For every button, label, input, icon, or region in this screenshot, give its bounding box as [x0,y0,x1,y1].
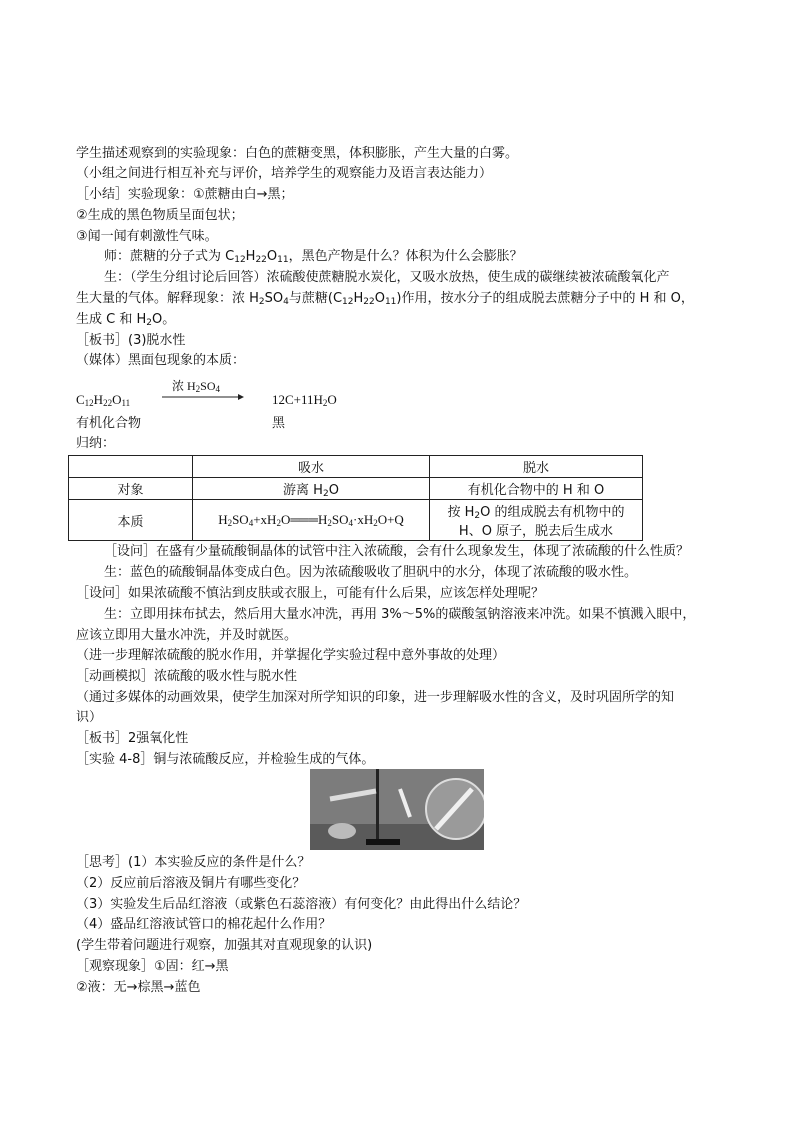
text-line: （4）盛品红溶液试管口的棉花起什么作用？ [76,917,332,932]
text-line: ［设问］如果浓硫酸不慎沾到皮肤或衣服上，可能有什么后果，应该怎样处理呢？ [76,586,545,601]
text-line: 生大量的气体。解释现象：浓 $H_2SO_4$与蔗糖$(C_{12}H_{22}O_{11})$作用，按水分子的组成脱去蔗糖分子中的 H 和 O， [76,291,694,307]
reactant-formula: $C_{12}H_{22}O_{11}$ [76,392,131,408]
text-line: ［小结］实验现象：①蔗糖由白→黑； [76,187,294,202]
text-line: 应该立即用大量水冲洗，并及时就医。 [76,628,298,643]
text-line: ［设问］在盛有少量硫酸铜晶体的试管中注入浓硫酸，会有什么现象发生，体现了浓硫酸的什么性质？ [104,544,690,559]
table-cell: 有机化合物中的 H 和 O [430,478,643,500]
table-header: 脱水 [430,456,643,478]
text-line: 学生描述观察到的实验现象：白色的蔗糖变黑，体积膨胀，产生大量的白雾。 [76,146,519,161]
text-line: （通过多媒体的动画效果，使学生加深对所学知识的印象，进一步理解吸水性的含义，及时巩固所学的知 [76,690,675,705]
text-line: ②生成的黑色物质呈面包状； [76,208,244,223]
text-line: 生：蓝色的硫酸铜晶体变成白色。因为浓硫酸吸收了胆矾中的水分，体现了浓硫酸的吸水性。 [104,565,638,580]
text-line: ［板书］2强氧化性 [76,731,189,746]
table-row [69,456,643,478]
text-line: 生：立即用抹布拭去，然后用大量水冲洗，再用 3%～5%的碳酸氢钠溶液来冲洗。如果不慎溅入眼中， [104,607,696,622]
reactant-label: 有机化合物 [76,416,142,431]
text-line: （进一步理解浓硫酸的脱水作用，并掌握化学实验过程中意外事故的处理） [76,648,506,663]
text-line: （3）实验发生后品红溶液（或紫色石蕊溶液）有何变化？由此得出什么结论？ [76,897,527,912]
text-line: 识） [76,710,103,725]
table-cell: 游离 $H_2O$ [193,478,430,500]
comparison-table [68,455,643,541]
text-line: ［板书］(3)脱水性 [76,333,186,348]
table-cell: 按 $H_2O$ 的组成脱去有机物中的 H、O 原子，脱去后生成水 [430,500,643,541]
text-line: ②液：无→棕黑→蓝色 [76,980,201,995]
text-line: 生：（学生分组讨论后回答）浓硫酸使蔗糖脱水炭化，又吸水放热，使生成的碳继续被浓硫酸氧化产 [104,270,670,285]
text-line: （2）反应前后溶液及铜片有哪些变化？ [76,876,306,891]
text-line: ［动画模拟］浓硫酸的吸水性与脱水性 [76,669,298,684]
table-row [69,478,643,500]
text-line: 归纳： [76,436,116,451]
text-line: ③闻一闻有刺激性气味。 [76,229,218,244]
text-line: （媒体）黑面包现象的本质： [76,353,246,368]
arrow-icon [162,392,244,402]
arrow-condition: 浓 $H_2SO_4$ [172,379,221,394]
text-line: （小组之间进行相互补充与评价，培养学生的观察能力及语言表达能力） [76,166,493,181]
experiment-photo [310,769,484,850]
text-line: 师：蔗糖的分子式为 $C_{12}H_{22}O_{11}$，黑色产物是什么？体积为什么会膨胀？ [104,249,523,265]
table-cell: $H_2SO_4+xH_2O═══H_2SO_4\cdot xH_2O+Q$ [193,500,430,541]
apparatus-icon [310,769,484,850]
text-line: 生成 C 和 $H_2O$。 [76,312,176,328]
text-line: ［观察现象］①固：红→黑 [76,959,229,974]
text-line: ［实验 4-8］铜与浓硫酸反应，并检验生成的气体。 [76,752,375,767]
text-line: ［思考］(1）本实验反应的条件是什么？ [76,855,311,870]
table-row [69,500,643,541]
text-line: (学生带着问题进行观察，加强其对直观现象的认识) [76,938,373,953]
product-label: 黑 [272,416,286,431]
table-header: 吸水 [193,456,430,478]
product-formula: $12C+11H_2O$ [272,392,337,408]
table-cell: 对象 [69,478,193,500]
table-cell: 本质 [69,500,193,541]
